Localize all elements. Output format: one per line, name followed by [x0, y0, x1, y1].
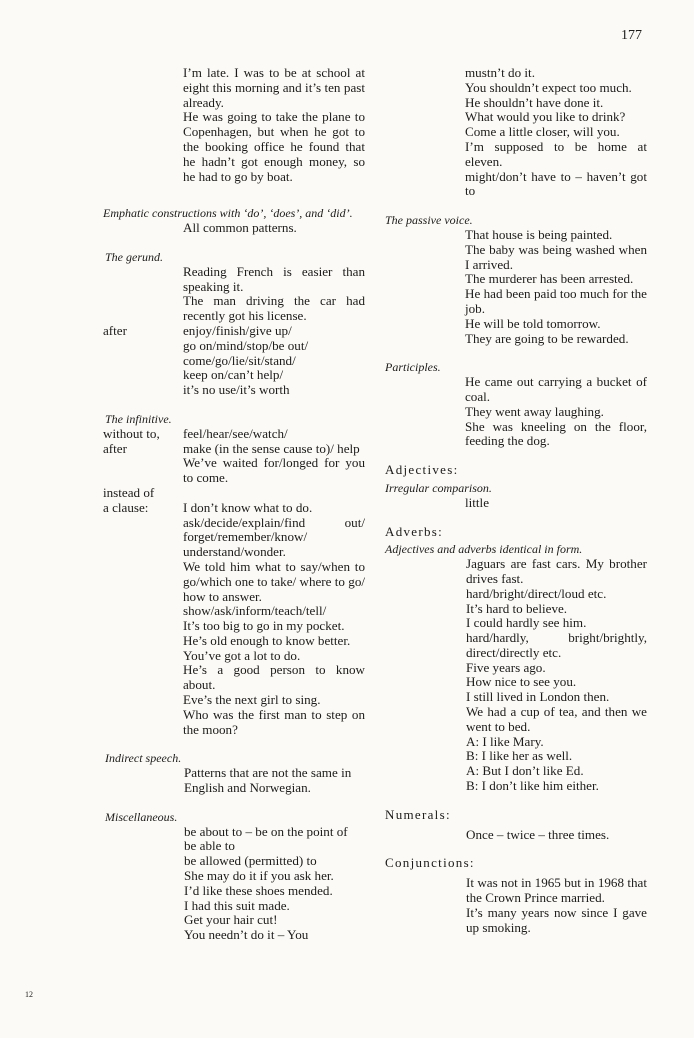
emphatic-heading: Emphatic constructions with ‘do’, ‘does’, and ‘did’. [103, 206, 353, 221]
participles-text: He came out carrying a bucket of coal. They went away laughing. She was kneeling on the floor, feeding the dog. [465, 374, 647, 449]
footer-number: 12 [25, 990, 33, 999]
without-label: without to, [103, 425, 160, 441]
conjunctions-heading: Conjunctions: [385, 855, 475, 871]
misc-heading: Miscellaneous. [105, 809, 178, 824]
irregular-text: little [465, 494, 490, 510]
passive-text: That house is being painted. The baby was being washed when I arrived. The murderer has been arrested. He had been paid too much for the job. He will be told tomorrow. They are going to be rewarded. [465, 226, 647, 346]
continued-examples: mustn’t do it. You shouldn’t expect too much. He shouldn’t have done it. What would you like to drink? Come a little closer, will you. I’m supposed to be home at eleven. might/don’t have to – haven’t got to [465, 65, 647, 199]
misc-text: be about to – be on the point of be able to be allowed (permitted) to She may do it if you ask her. I’d like these shoes mended. I had this suit made. Get your hair cut! You needn’t do it – You [184, 823, 348, 943]
after-label: after [103, 440, 127, 456]
gerund-text: Reading French is easier than speaking it. The man driving the car had recently got his license. [183, 263, 365, 324]
identical-heading: Adjectives and adverbs identical in form. [385, 542, 583, 557]
emphatic-text: All common patterns. [183, 220, 297, 236]
conjunctions-text: It was not in 1965 but in 1968 that the Crown Prince married. It’s many years now since I gave up smoking. [466, 875, 647, 935]
page-number: 177 [621, 28, 642, 43]
right-column [385, 66, 647, 935]
passive-heading: The passive voice. [385, 213, 473, 228]
participles-heading: Participles. [385, 360, 441, 375]
infinitive-after-row [103, 442, 365, 486]
numerals-heading: Numerals: [385, 806, 451, 822]
instead-label-line1: instead of [103, 484, 155, 500]
indirect-heading: Indirect speech. [105, 751, 182, 766]
indirect-text: Patterns that are not the same in English and Norwegian. [184, 765, 352, 796]
infinitive-heading: The infinitive. [105, 411, 172, 426]
numerals-text: Once – twice – three times. [466, 826, 610, 842]
gerund-after-text: enjoy/finish/give up/ go on/mind/stop/be out/ come/go/lie/sit/stand/ keep on/can’t help/ it’s no use/it’s worth [183, 322, 309, 398]
gerund-after-row [103, 324, 365, 398]
instead-row [103, 486, 365, 738]
adverbs-heading: Adverbs: [385, 523, 444, 539]
infinitive-without-row [103, 427, 365, 442]
gerund-after-label: after [103, 322, 127, 338]
instead-label [103, 486, 183, 738]
adjectives-heading: Adjectives: [385, 462, 459, 478]
identical-text: Jaguars are fast cars. My brother drives fast. hard/bright/direct/loud etc. It’s hard to believe. I could hardly see him. hard/hardly, bright/brightly, direct/directly etc. Five years ago. How nice to see you. I still lived in London then. We had a cup of tea, and then we went to bed. A: I like Mary. B: I like her as well. A: But I don’t like Ed. B: I don’t like him either. [466, 556, 647, 794]
gerund-heading: The gerund. [105, 249, 163, 264]
after-text: make (in the sense cause to)/ help We’ve waited for/longed for you to come. [183, 440, 365, 486]
without-text: feel/hear/see/watch/ [183, 425, 288, 441]
instead-text: I don’t know what to do. ask/decide/explain/find out/ forget/remember/know/ understand/wonder. We told him what to say/when to go/which one to take/ where to go/ how to answer. show/ask/inform/teach/tell/ It’s too big to go in my pocket. He’s old enough to know better. You’ve got a lot to do. He’s a good person to know about. Eve’s the next girl to sing. Who was the first man to step on the moon? [183, 499, 365, 737]
intro-examples: I’m late. I was to be at school at eight this morning and it’s ten past already. He was going to take the plane to Copenhagen, but when he got to the booking office he found that he hadn’t got enough money, so he had to go by boat. [183, 65, 365, 184]
instead-label-line2: a clause: [103, 499, 149, 515]
irregular-heading: Irregular comparison. [385, 480, 492, 495]
left-column [103, 66, 365, 943]
